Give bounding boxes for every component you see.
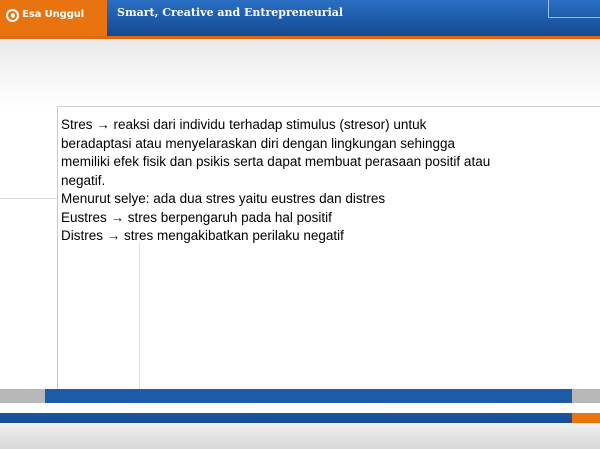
side-divider <box>0 198 57 199</box>
body-line: beradaptasi atau menyelaraskan diri dengan lingkungan sehingga <box>61 135 456 151</box>
slide-body-text <box>61 116 581 246</box>
footer-orange-accent <box>572 413 600 423</box>
body-line: negatif. <box>61 172 106 188</box>
footer-bottom <box>0 423 600 449</box>
logo-text: Esa Unggul <box>22 9 85 20</box>
content-divider-vertical <box>57 106 58 389</box>
tagline: Smart, Creative and Entrepreneurial <box>117 6 344 19</box>
inner-divider <box>139 243 140 389</box>
logo <box>0 0 107 36</box>
header-decoration <box>548 0 549 17</box>
body-line: Stres → reaksi dari individu terhadap stimulus (stresor) untuk <box>61 117 427 132</box>
logo-mark-icon <box>6 9 19 22</box>
header-decoration-line <box>548 17 600 18</box>
body-line: Eustres → stres berpengaruh pada hal positif <box>61 209 332 225</box>
footer-blue-band <box>45 389 572 403</box>
body-line: Distres → stres mengakibatkan perilaku negatif <box>61 228 344 243</box>
content-divider-horizontal <box>57 106 600 107</box>
body-line: Menurut selye: ada dua stres yaitu eustres dan distres <box>61 191 386 206</box>
title-area <box>0 39 600 109</box>
footer-spacer <box>0 403 600 413</box>
body-line: memiliki efek fisik dan psikis serta dapat membuat perasaan positif atau <box>61 154 491 169</box>
footer-blue-bar <box>0 413 600 423</box>
